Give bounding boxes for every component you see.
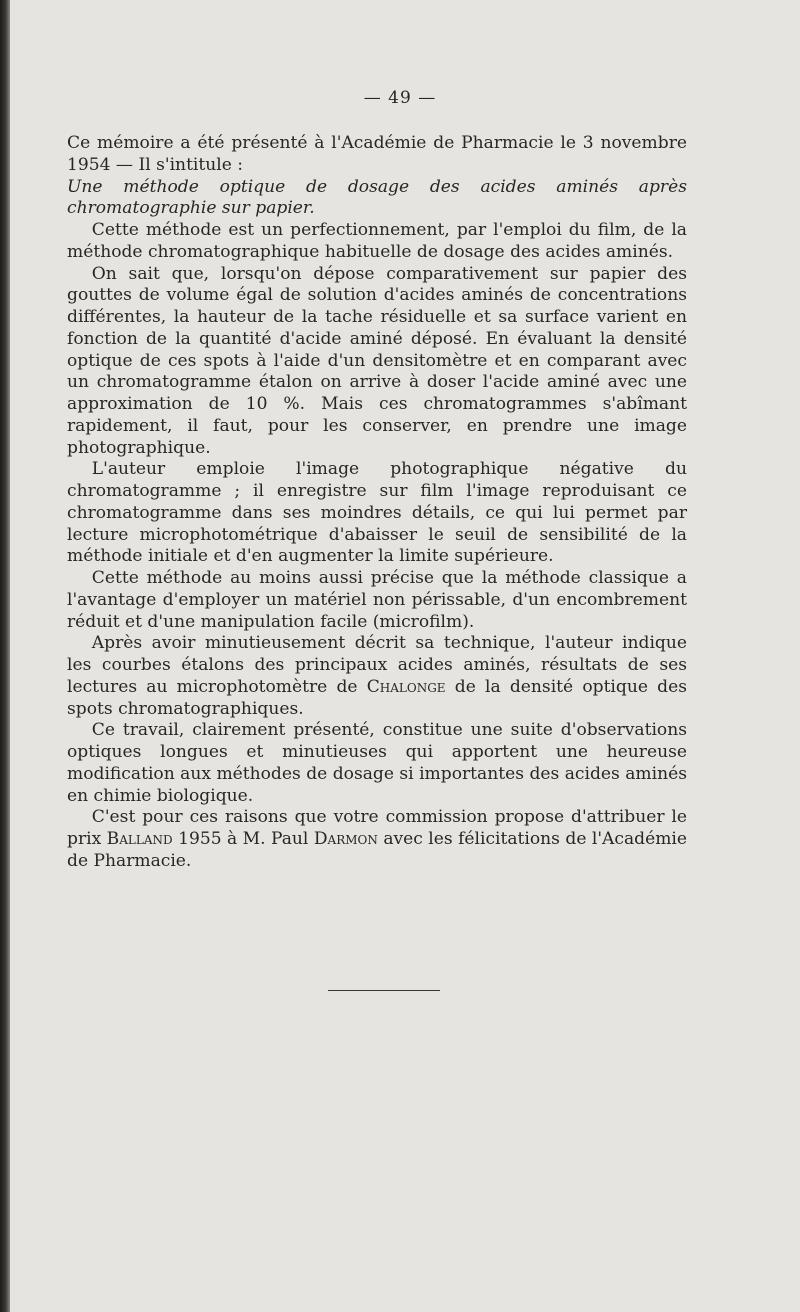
paragraph-7-mid: 1955 à M. Paul — [178, 829, 309, 849]
paragraph-7 — [67, 807, 687, 872]
paragraph-3: L'auteur emploie l'image photographique négative du chromatogramme ; il enregistre sur film l'image reproduisant ce chromatogramme dans ses moindres détails, ce qui lui permet par lecture microphotométrique d'abaisser le seuil de sensibilité de la méthode initiale et d'en augmenter la limite supérieure. — [67, 459, 687, 567]
document-page — [10, 0, 800, 1312]
body-text — [67, 133, 687, 873]
memoir-title: Une méthode optique de dosage des acides aminés après chromatographie sur papier. — [67, 176, 687, 219]
paragraph-5-end: de la densité optique des spots chromatographiques. — [67, 676, 687, 719]
intro-paragraph: Ce mémoire a été présenté à l'Académie de Pharmacie le 3 novembre 1954 — Il s'intitule : — [67, 133, 687, 175]
book-binding-edge — [0, 0, 10, 1312]
section-end-rule — [328, 990, 440, 991]
paragraph-1: Cette méthode est un perfectionnement, par l'emploi du film, de la méthode chromatographique habituelle de dosage des acides aminés. — [67, 220, 687, 262]
page-number: — 49 — — [363, 88, 437, 108]
paragraph-7-end: avec les félicitations de l'Académie de Pharmacie. — [67, 829, 688, 871]
paragraph-6: Ce travail, clairement présenté, constitue une suite d'observations optiques longues et minutieuses qui apportent une heureuse modification aux méthodes de dosage si importantes des acides aminés en chimie biologique. — [67, 720, 687, 806]
paragraph-5 — [67, 633, 687, 720]
laureate-name-darmon: Darmon — [313, 829, 378, 849]
paragraph-4: Cette méthode au moins aussi précise que la méthode classique a l'avantage d'employer un matériel non périssable, d'un encombrement réduit et d'une manipulation facile (microfilm). — [67, 568, 687, 632]
prize-name-balland: Balland — [106, 829, 173, 849]
paragraph-7-start: C'est pour ces raisons que votre commission propose d'attribuer le prix — [67, 807, 687, 849]
paragraph-2: On sait que, lorsqu'on dépose comparativement sur papier des gouttes de volume égal de solution d'acides aminés de concentrations différentes, la hauteur de la tache résiduelle et sa surface varient en fonction de la quantité d'acide aminé déposé. En évaluant la densité optique de ces spots à l'aide d'un densitomètre et en comparant avec un chromatogramme étalon on arrive à doser l'acide aminé avec une approximation de 10 %. Mais ces chromatogrammes s'abîmant rapidement, il faut, pour les conserver, en prendre une image photographique. — [67, 263, 687, 458]
author-name-chalonge: Chalonge — [366, 676, 446, 697]
paragraph-5-start: Après avoir minutieusement décrit sa technique, l'auteur indique les courbes étalons des principaux acides aminés, résultats de ses lectures au microphotomètre de — [67, 633, 687, 697]
